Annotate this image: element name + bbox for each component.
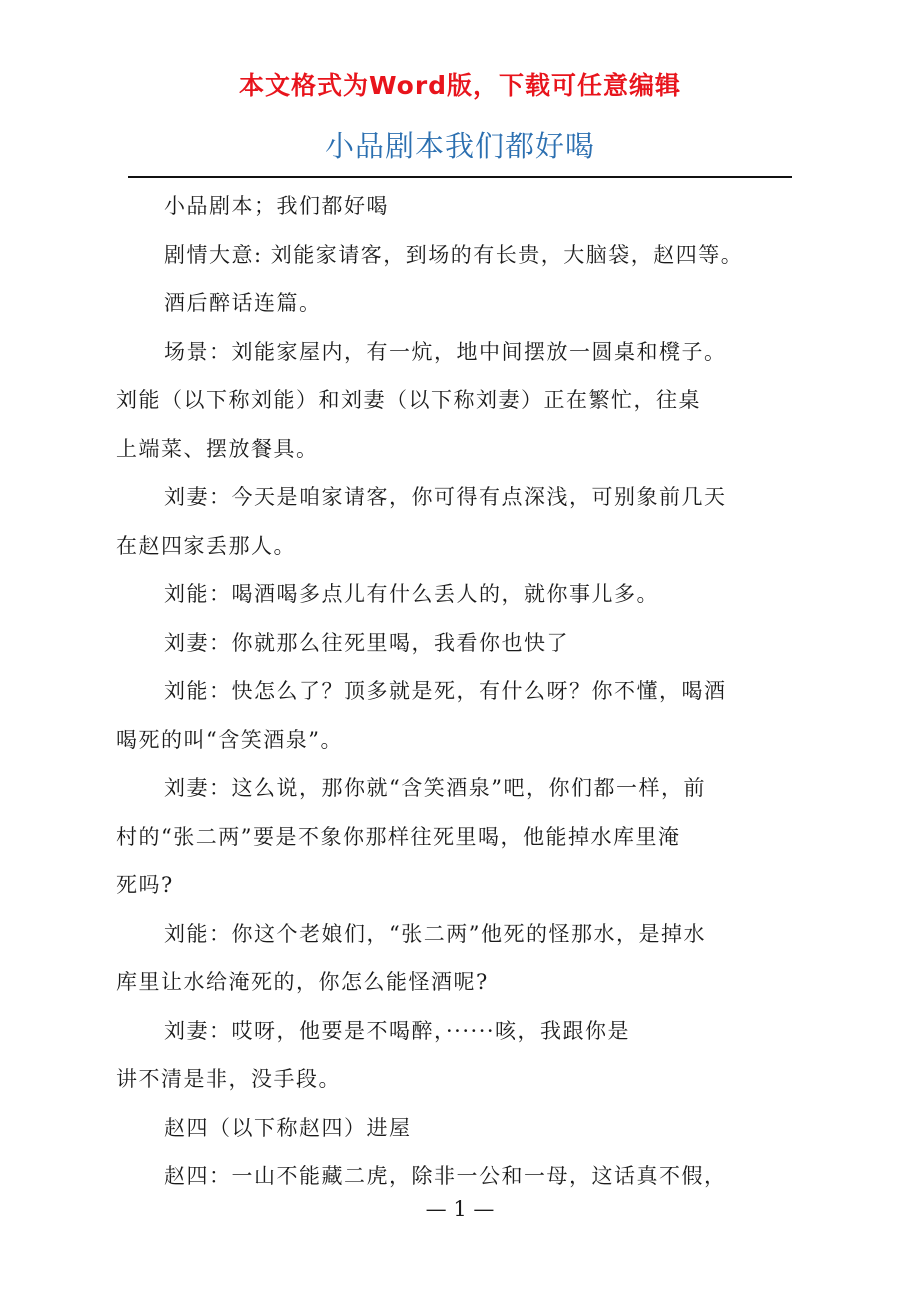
paragraph-line: 刘妻：今天是咱家请客，你可得有点深浅，可别象前几天: [164, 485, 727, 509]
paragraph-line: 刘妻：这么说，那你就“含笑酒泉”吧，你们都一样，前: [164, 776, 706, 800]
paragraph-line: 上端菜、摆放餐具。: [116, 436, 319, 461]
paragraph: [116, 910, 790, 1007]
paragraph-line: 刘能：喝酒喝多点儿有什么丢人的，就你事儿多。: [164, 582, 659, 606]
paragraph-line: 刘妻：哎呀，他要是不喝醉，······咳，我跟你是: [164, 1018, 631, 1043]
paragraph: [140, 231, 790, 280]
paragraph-line: 剧情大意: 刘能家请客，到场的有长贵，大脑袋，赵四等。: [164, 242, 744, 267]
paragraph-line: 赵四：一山不能藏二虎，除非一公和一母，这话真不假，: [164, 1164, 727, 1188]
document-title: 小品剧本我们都好喝: [324, 129, 595, 163]
paragraph-line: 喝死的叫“含笑酒泉”。: [116, 727, 343, 752]
paragraph-line: 讲不清是非，没手段。: [116, 1067, 341, 1091]
paragraph-line: 赵四（以下称赵四）进屋: [164, 1115, 412, 1140]
paragraph: [140, 570, 790, 619]
paragraph-line: 小品剧本；我们都好喝: [164, 194, 389, 218]
paragraph: [140, 619, 790, 668]
document-body: [116, 182, 790, 1201]
paragraph-line: 刘妻：你就那么往死里喝，我看你也快了: [164, 630, 569, 655]
title-divider: [128, 176, 792, 178]
paragraph: [140, 1104, 790, 1153]
document-banner: 本文格式为Word版，下载可任意编辑: [238, 71, 682, 100]
paragraph-line: 村的“张二两”要是不象你那样往死里喝，他能掉水库里淹: [116, 824, 681, 849]
paragraph-line: 刘能：你这个老娘们，“张二两”他死的怪那水，是掉水: [164, 921, 706, 946]
paragraph-line: 死吗?: [116, 873, 174, 897]
paragraph-line: 场景：刘能家屋内，有一炕，地中间摆放一圆桌和櫈子。: [164, 339, 727, 364]
paragraph-line: 库里让水给淹死的，你怎么能怪酒呢?: [116, 970, 489, 994]
paragraph-line: 刘能（以下称刘能）和刘妻（以下称刘妻）正在繁忙，往桌: [116, 388, 701, 412]
paragraph-line: 酒后醉话连篇。: [164, 291, 322, 315]
paragraph: [140, 182, 790, 231]
paragraph: [116, 473, 790, 570]
page-number: — 1 —: [425, 1197, 495, 1221]
paragraph: [116, 328, 790, 474]
paragraph: [116, 1007, 790, 1104]
paragraph: [116, 667, 790, 764]
paragraph: [116, 764, 790, 910]
paragraph-line: 刘能：快怎么了？顶多就是死，有什么呀？你不懂，喝酒: [164, 679, 727, 703]
paragraph-line: 在赵四家丢那人。: [116, 533, 296, 558]
paragraph: [140, 279, 790, 328]
